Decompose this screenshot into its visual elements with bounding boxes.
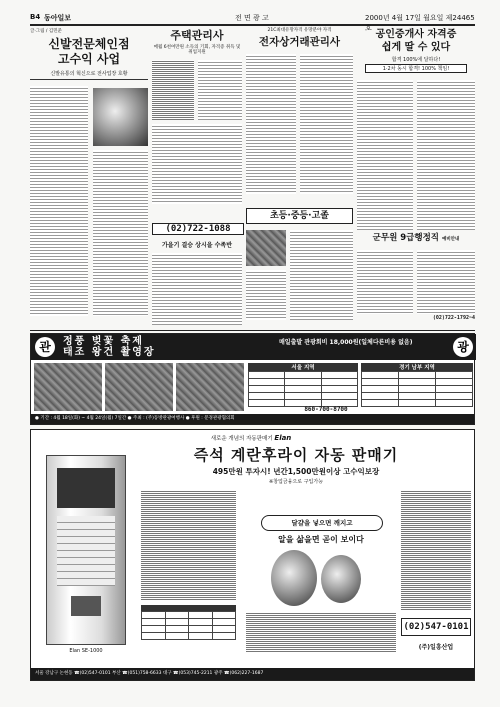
body-text-right [93,150,148,316]
egg-image [271,550,317,606]
order-phone: (02)547-0101 [401,618,471,636]
top-note-text: 새로운 개념의 자동판매기 [210,436,273,442]
feature-text [246,612,396,652]
schedule-table [361,371,473,407]
phone-number: (02)722-1792~4 [432,315,475,321]
ad-sub: 1·2차 동시 합격! 100% 책임! [365,64,467,73]
shoe-franchise-ad [30,28,148,320]
body-text [246,54,296,194]
schedule-table [248,371,358,407]
info-text [401,490,471,610]
egg-caption-1: 달걀을 넣으면 깨지고 [261,515,383,531]
ad-lead: 합격 100%에 달하다! [391,57,441,63]
egg-image [321,555,361,603]
spec-text [141,490,236,600]
machine-slot [71,596,101,616]
tour-title [63,336,263,358]
issue-date: 2000년 4월 17일 월요일 제24465호 [365,14,475,32]
tour-price-banner: 매일출발 관광회비 18,000원(일체다른비용 없음) [279,339,413,346]
realtor-license-ad [357,28,475,326]
body-text [417,250,475,314]
ad-title: 신발전문체인점 고수익 사업 [48,37,130,66]
ad-kicker: 21C최대유망자격 유망분야 자격 [267,28,332,33]
tour-phone: 860-700-8700 [304,406,348,413]
body-text [152,253,242,325]
table-title: 서울 지역 [248,363,358,371]
ad-note: ※창업금융으로 구입가능 [268,479,324,485]
mid-heading: 가을기 결승 상시을 수족반 [161,242,233,249]
tour-title-line2: 태조 왕건 촬영장 [63,347,156,358]
cherry-blossom-tour-ad [30,333,475,425]
phone-number: (02)722-1088 [152,223,244,235]
ad-title: 주택관리사 [170,29,224,42]
footer-heading-text: 군무원 9급행정직 [372,233,439,243]
footer-heading [357,231,475,247]
egg-vending-machine-ad [30,429,475,681]
ad-lead: 매월 6천여만원 소득의 기회, 자격증 취득 및 취업지원 [153,45,241,55]
ad-kicker: 글·그림 / 김민준 [30,29,62,34]
body-text [246,270,286,320]
page-number: B4 [30,13,41,21]
housing-manager-ad [152,28,242,328]
filming-set-photo [176,363,244,411]
footer-heading-sub: 예비안내 [441,237,460,242]
ad-title: 즉석 계란후라이 자동 판매기 [193,446,399,464]
shoe-photo [93,88,148,146]
branch-strip: 서울 강남구 논현동 ☎(02)547-0101 부산 ☎(051)758-6633 대구 ☎(053)745-2211 광주 ☎(062)227-1687 [31,668,474,680]
gyeonggi-schedule-table [361,363,473,407]
body-text [417,80,475,230]
body-text [152,124,242,204]
tour-footer: ● 기간 : 4월 18일(화) ~ 4월 24일(월) 7일간 ● 주최 : (주)동방관광여행사 ● 후원 : 문경관광협의회 [31,414,474,424]
sub-heading: 초등·중등·고졸 [246,208,353,224]
divider [30,330,475,331]
cherry-blossom-photo [34,363,102,411]
tour-title-line1: 정풍 벚꽃 축제 [63,336,144,347]
ad-title: 전자상거래관리사 [258,36,341,48]
ad-subtitle: 신발유통의 혁신으로 전사업장 호황 [30,70,148,80]
spec-table [141,611,236,640]
vending-machine-image [46,455,126,645]
ad-subtitle: 495만원 투자시! 년간1,500만원이상 고수익보장 [212,467,380,476]
product-label: Elan SE-1000 [69,648,103,654]
body-text [300,54,353,194]
machine-window [57,468,115,508]
body-text [152,60,194,120]
tour-badge: 관 [35,337,55,357]
top-note [151,434,351,442]
ad-title: 공인중개사 자격증 쉽게 딸 수 있다 [375,29,457,53]
company-name: (주)일흥산업 [418,644,454,651]
egg-caption-2: 알을 삶을면 곧이 보이다 [278,535,364,544]
body-text [357,80,413,230]
price-table [141,605,236,640]
body-text [290,230,353,320]
student-photo [246,230,286,266]
seoul-schedule-table [248,363,358,407]
ecommerce-manager-ad [246,28,353,326]
cherry-blossom-photo [105,363,173,411]
body-text [30,86,88,316]
machine-panel [57,516,115,586]
table-title: 경기 남부 지역 [361,363,473,371]
brand-name: Elan [274,434,292,442]
body-text [198,60,242,120]
tour-badge-right: 광 [453,337,473,357]
newspaper-name: 동아일보 [44,14,72,22]
body-text [357,250,413,314]
section-label: 전 면 광 고 [235,14,269,22]
